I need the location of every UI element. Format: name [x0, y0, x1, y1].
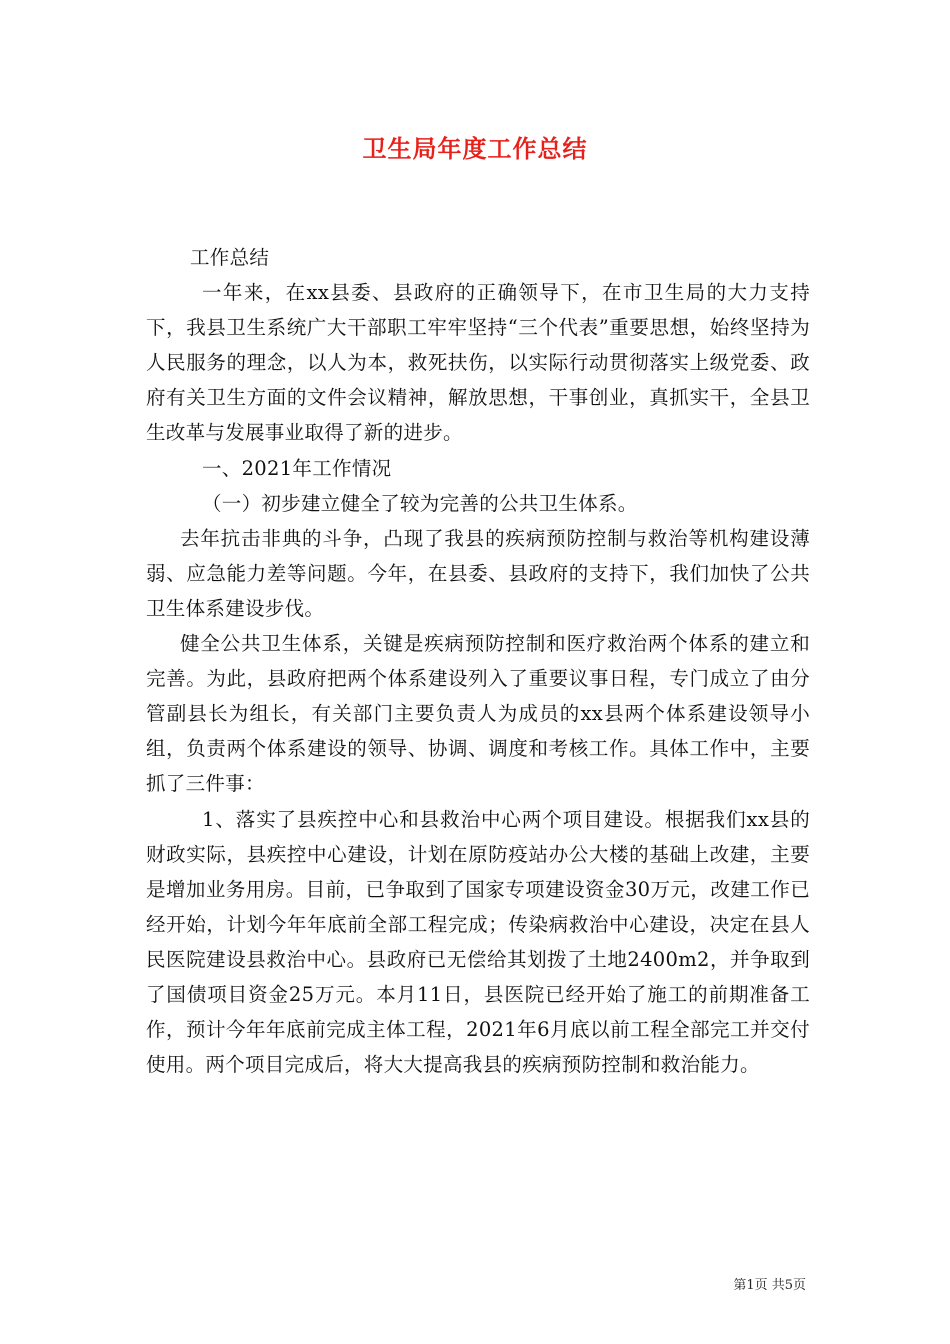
paragraph: 健全公共卫生体系，关键是疾病预防控制和医疗救治两个体系的建立和完善。为此，县政府把两个体系建设列入了重要议事日程，专门成立了由分管副县长为组长，有关部门主要负责人为成员的xx县两个体系建设领导小组，负责两个体系建设的领导、协调、调度和考核工作。具体工作中，主要抓了三件事：: [146, 632, 810, 796]
page-number: 第1页 共5页: [733, 1278, 806, 1293]
section-heading: 一、2021年工作情况: [202, 456, 392, 480]
paragraph: 去年抗击非典的斗争，凸现了我县的疾病预防控制与救治等机构建设薄弱、应急能力差等问题。今年，在县委、县政府的支持下，我们加快了公共卫生体系建设步伐。: [146, 526, 810, 620]
document-body: [146, 240, 810, 1082]
paragraph-intro: 一年来，在xx县委、县政府的正确领导下，在市卫生局的大力支持下，我县卫生系统广大干部职工牢牢坚持“三个代表”重要思想，始终坚持为人民服务的理念，以人为本，救死扶伤，以实际行动贯彻落实上级党委、政府有关卫生方面的文件会议精神，解放思想，干事创业，真抓实干，全县卫生改革与发展事业取得了新的进步。: [146, 281, 810, 445]
paragraph: 1、落实了县疾控中心和县救治中心两个项目建设。根据我们xx县的财政实际，县疾控中心建设，计划在原防疫站办公大楼的基础上改建，主要是增加业务用房。目前，已争取到了国家专项建设资金30万元，改建工作已经开始，计划今年年底前全部工程完成；传染病救治中心建设，决定在县人民医院建设县救治中心。县政府已无偿给其划拨了土地2400m2，并争取到了国债项目资金25万元。本月11日，县医院已经开始了施工的前期准备工作，预计今年年底前完成主体工程，2021年6月底以前工程全部完工并交付使用。两个项目完成后，将大大提高我县的疾病预防控制和救治能力。: [146, 807, 810, 1077]
paragraph-heading: 工作总结: [190, 246, 270, 269]
document-title: 卫生局年度工作总结: [362, 134, 588, 163]
subsection-heading: （一）初步建立健全了较为完善的公共卫生体系。: [202, 491, 638, 515]
